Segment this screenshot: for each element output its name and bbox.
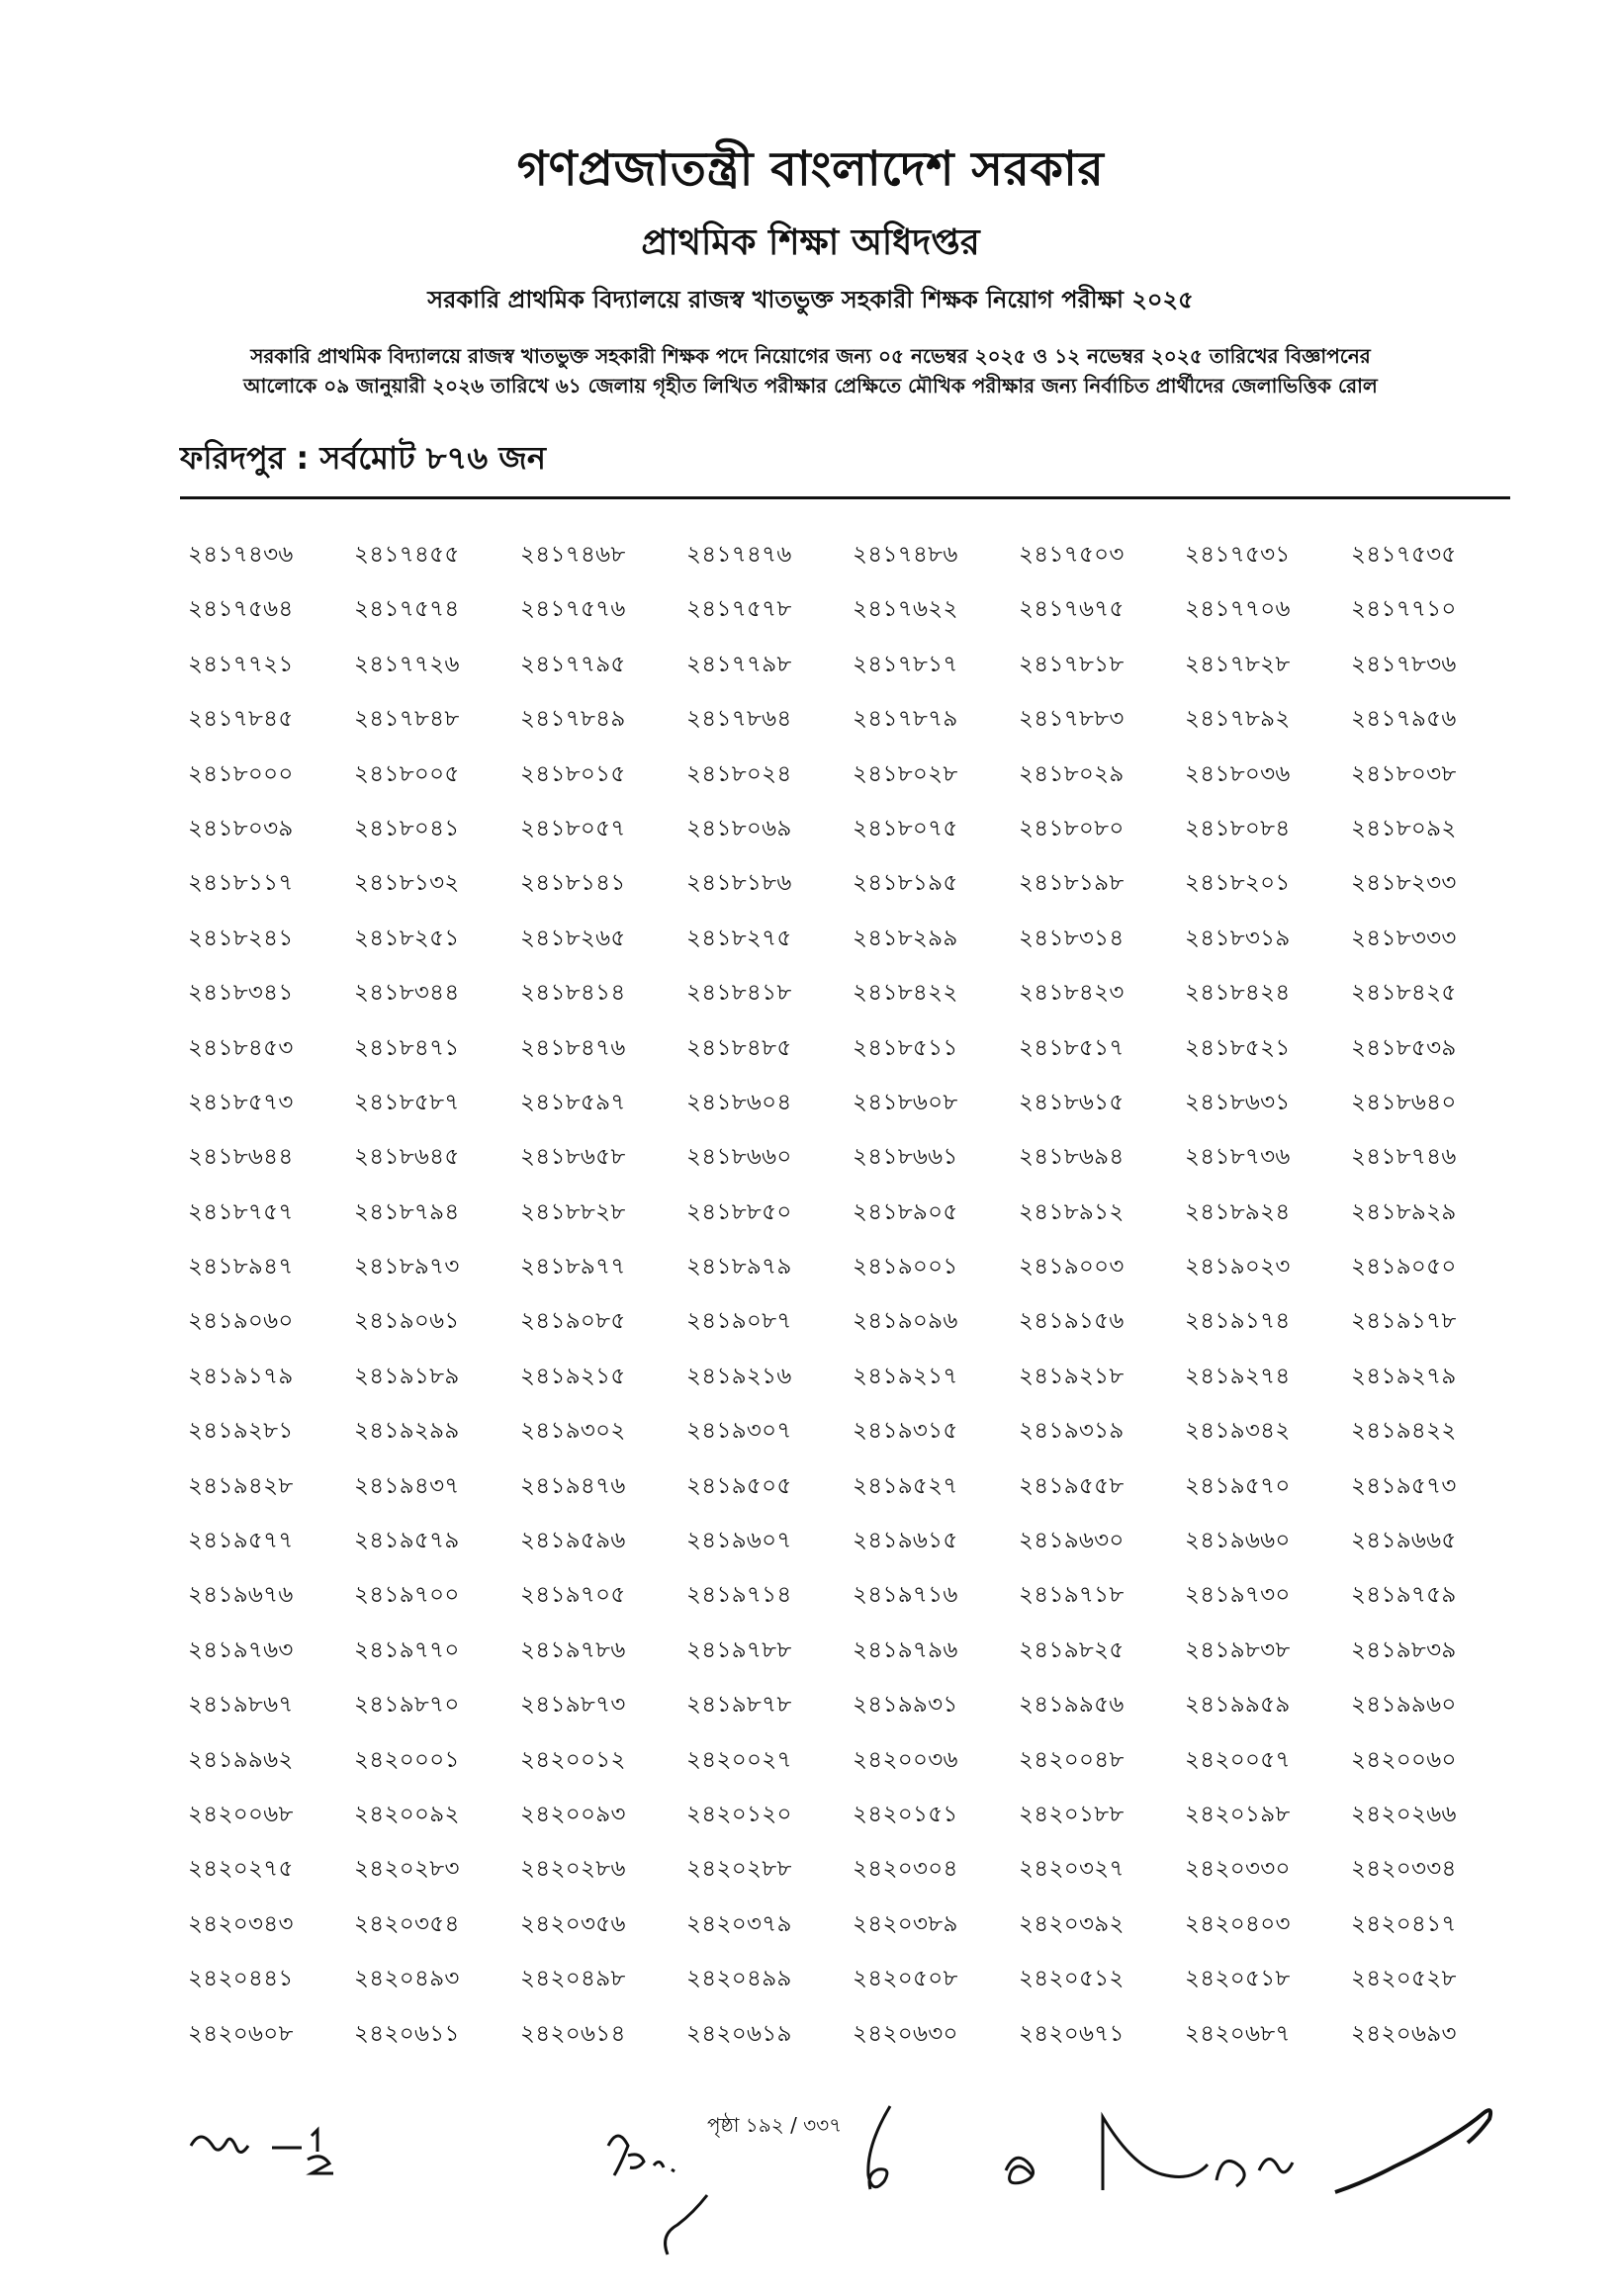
roll-number: ২৪১৮৭৩৬	[1185, 1144, 1291, 1171]
roll-number: ২৪১৯৫৫৮	[1019, 1472, 1125, 1499]
roll-number: ২৪১৯০৬১	[354, 1308, 460, 1335]
roll-number: ২৪২০৩৪৩	[188, 1910, 294, 1937]
roll-number: ২৪১৮৫১৭	[1019, 1034, 1125, 1061]
roll-number: ২৪১৭৭২১	[188, 651, 294, 677]
roll-number: ২৪২০৬১৪	[520, 2020, 626, 2047]
roll-number: ২৪১৯৯৬২	[188, 1746, 294, 1773]
roll-number: ২৪২০১২০	[686, 1801, 792, 1827]
roll-number: ২৪১৯৩১৯	[1019, 1418, 1125, 1445]
roll-number: ২৪১৮৭৪৬	[1351, 1144, 1457, 1171]
roll-number: ২৪১৭৮৯২	[1185, 706, 1291, 733]
roll-number: ২৪১৮২৫১	[354, 925, 460, 951]
roll-number: ২৪১৯৫৭০	[1185, 1472, 1291, 1499]
roll-number: ২৪২০৬১১	[354, 2020, 460, 2047]
roll-number: ২৪১৯৩০২	[520, 1418, 626, 1445]
roll-number: ২৪১৭৮২৮	[1185, 651, 1291, 677]
roll-number: ২৪১৭৭৯৫	[520, 651, 626, 677]
roll-number: ২৪১৮৯২৯	[1351, 1198, 1457, 1225]
roll-number: ২৪২০০৬৮	[188, 1801, 294, 1827]
roll-number: ২৪১৮১৯৮	[1019, 870, 1125, 897]
roll-number: ২৪১৮২০১	[1185, 870, 1291, 897]
roll-number: ২৪১৯৬৬৫	[1351, 1528, 1457, 1554]
roll-number: ২৪১৮৪৭৬	[520, 1034, 626, 1061]
roll-number: ২৪১৯৭০৫	[520, 1582, 626, 1609]
roll-number: ২৪১৮২৬৫	[520, 925, 626, 951]
roll-number: ২৪১৯৮৩৯	[1351, 1636, 1457, 1663]
roll-number: ২৪১৮৫৭৩	[188, 1089, 294, 1115]
roll-number: ২৪১৮৬০৪	[686, 1089, 792, 1115]
notice-line-2: আলোকে ০৯ জানুয়ারী ২০২৬ তারিখে ৬১ জেলায় গৃহীত লিখিত পরীক্ষার প্রেক্ষিতে মৌখিক পরীক্ষার জন্য নির্বাচিত প্রার্থীদের জেলাভিত্তিক রোল	[243, 374, 1378, 397]
roll-number: ২৪১৯৯৫৯	[1185, 1692, 1291, 1719]
roll-number: ২৪১৭৭২৬	[354, 651, 460, 677]
roll-number: ২৪১৯৪২২	[1351, 1418, 1457, 1445]
roll-number: ২৪১৮৫৯৭	[520, 1089, 626, 1115]
roll-number: ২৪১৮২৯৯	[853, 925, 958, 951]
signature-4	[994, 2101, 1528, 2210]
roll-number: ২৪১৯৭১৪	[686, 1582, 792, 1609]
roll-number: ২৪১৯৬১৫	[853, 1528, 958, 1554]
roll-number: ২৪২০৩৫৬	[520, 1910, 626, 1937]
roll-number: ২৪১৯২৭৯	[1351, 1363, 1457, 1389]
roll-number: ২৪১৯৮২৫	[1019, 1636, 1125, 1663]
roll-number: ২৪২০০৪৮	[1019, 1746, 1125, 1773]
roll-number: ২৪১৮৭৯৪	[354, 1198, 460, 1225]
roll-number: ২৪২০১৯৮	[1185, 1801, 1291, 1827]
roll-number: ২৪১৯৯৩১	[853, 1692, 958, 1719]
roll-number: ২৪১৯২৮১	[188, 1418, 294, 1445]
roll-number: ২৪১৯৭৯৬	[853, 1636, 958, 1663]
roll-number: ২৪১৯৬৬০	[1185, 1528, 1291, 1554]
roll-number: ২৪১৯০০১	[853, 1254, 958, 1280]
roll-number: ২৪১৯০৫০	[1351, 1254, 1457, 1280]
roll-number: ২৪১৭৪৩৬	[188, 542, 294, 568]
roll-number: ২৪১৯৩৪২	[1185, 1418, 1291, 1445]
roll-number: ২৪১৮১৮৬	[686, 870, 792, 897]
page-number: পৃষ্ঠা ১৯২ / ৩৩৭	[707, 2113, 843, 2137]
roll-number: ২৪১৯২১৭	[853, 1363, 958, 1389]
roll-number: ২৪১৭৫৭৪	[354, 596, 460, 623]
roll-number: ২৪১৯৭১৮	[1019, 1582, 1125, 1609]
roll-number: ২৪১৮৯৭৯	[686, 1254, 792, 1280]
roll-number: ২৪১৯৩০৭	[686, 1418, 792, 1445]
roll-number: ২৪২০৩৫৪	[354, 1910, 460, 1937]
roll-number: ২৪২০৩৭৯	[686, 1910, 792, 1937]
roll-number: ২৪১৮৪২৩	[1019, 980, 1125, 1007]
roll-number: ২৪১৮৯০৫	[853, 1198, 958, 1225]
roll-number: ২৪২০৪৪১	[188, 1966, 294, 1992]
roll-number: ২৪১৮৬৯৪	[1019, 1144, 1125, 1171]
roll-number: ২৪১৭৫৩৫	[1351, 542, 1457, 568]
roll-number: ২৪১৭৮১৭	[853, 651, 958, 677]
roll-number: ২৪১৮০০৫	[354, 760, 460, 787]
roll-number-grid	[188, 534, 1513, 2068]
roll-number: ২৪১৭৮৮৩	[1019, 706, 1125, 733]
roll-number: ২৪২০১৮৮	[1019, 1801, 1125, 1827]
roll-number: ২৪১৮৭৫৭	[188, 1198, 294, 1225]
roll-number: ২৪১৯৮৭৩	[520, 1692, 626, 1719]
roll-number: ২৪১৯০২৩	[1185, 1254, 1291, 1280]
roll-number: ২৪২০৬৩০	[853, 2020, 958, 2047]
roll-number: ২৪১৮৫৩৯	[1351, 1034, 1457, 1061]
roll-number: ২৪২০২৭৫	[188, 1856, 294, 1883]
roll-number: ২৪১৯৫৯৬	[520, 1528, 626, 1554]
roll-number: ২৪১৭৪৬৮	[520, 542, 626, 568]
roll-number: ২৪২০২৮৩	[354, 1856, 460, 1883]
roll-number: ২৪১৯২১৬	[686, 1363, 792, 1389]
roll-number: ২৪১৭৬২২	[853, 596, 958, 623]
roll-number: ২৪২০৫২৮	[1351, 1966, 1457, 1992]
roll-number: ২৪১৭৮৪৮	[354, 706, 460, 733]
roll-number: ২৪১৯৮৬৭	[188, 1692, 294, 1719]
roll-number: ২৪২০৬১৯	[686, 2020, 792, 2047]
roll-number: ২৪১৯০৯৬	[853, 1308, 958, 1335]
roll-number: ২৪১৮৫২১	[1185, 1034, 1291, 1061]
roll-number: ২৪২০৫১২	[1019, 1966, 1125, 1992]
roll-number: ২৪১৯৫৭৩	[1351, 1472, 1457, 1499]
roll-number: ২৪২০৪০৩	[1185, 1910, 1291, 1937]
roll-number: ২৪২০৬৯৩	[1351, 2020, 1457, 2047]
roll-number: ২৪১৮৪২৪	[1185, 980, 1291, 1007]
roll-number: ২৪১৭৮৭৯	[853, 706, 958, 733]
roll-number: ২৪১৯১৮৯	[354, 1363, 460, 1389]
roll-number: ২৪১৭৭০৬	[1185, 596, 1291, 623]
roll-number: ২৪১৮৬৪৫	[354, 1144, 460, 1171]
roll-number: ২৪২০৪৯৩	[354, 1966, 460, 1992]
roll-number: ২৪১৮৩৪১	[188, 980, 294, 1007]
roll-number: ২৪২০৩৮৯	[853, 1910, 958, 1937]
roll-number: ২৪১৯৭৫৯	[1351, 1582, 1457, 1609]
roll-number: ২৪২০১৫১	[853, 1801, 958, 1827]
roll-number: ২৪১৮৩৩৩	[1351, 925, 1457, 951]
roll-number: ২৪১৯১৫৬	[1019, 1308, 1125, 1335]
roll-number: ২৪১৮১৩২	[354, 870, 460, 897]
roll-number: ২৪১৮০৬৯	[686, 815, 792, 841]
roll-number: ২৪১৯৭১৬	[853, 1582, 958, 1609]
roll-number: ২৪১৯২৯৯	[354, 1418, 460, 1445]
roll-number: ২৪১৮৯৭৭	[520, 1254, 626, 1280]
roll-number: ২৪১৯৭৬৩	[188, 1636, 294, 1663]
roll-number: ২৪১৯২১৫	[520, 1363, 626, 1389]
roll-number: ২৪১৮৯২৪	[1185, 1198, 1291, 1225]
roll-number: ২৪১৯৭০০	[354, 1582, 460, 1609]
roll-number: ২৪১৮৪১৪	[520, 980, 626, 1007]
district-heading: ফরিদপুর : সর্বমোট ৮৭৬ জন	[180, 439, 547, 477]
roll-number: ২৪২০৩০৪	[853, 1856, 958, 1883]
roll-number: ২৪১৮০০০	[188, 760, 294, 787]
notice-line-1: সরকারি প্রাথমিক বিদ্যালয়ে রাজস্ব খাতভুক্ত সহকারী শিক্ষক পদে নিয়োগের জন্য ০৫ নভেম্বর ২০২৫ ও ১২ নভেম্বর ২০২৫ তারিখের বিজ্ঞাপনের	[250, 344, 1371, 368]
roll-number: ২৪২০৪৯৮	[520, 1966, 626, 1992]
roll-number: ২৪২০৬৮৭	[1185, 2020, 1291, 2047]
roll-number: ২৪১৮০৭৫	[853, 815, 958, 841]
roll-number: ২৪২০২৮৬	[520, 1856, 626, 1883]
roll-number: ২৪২০০৫৭	[1185, 1746, 1291, 1773]
roll-number: ২৪১৯৫২৭	[853, 1472, 958, 1499]
roll-number: ২৪১৯৮৭০	[354, 1692, 460, 1719]
roll-number: ২৪১৭৫৩১	[1185, 542, 1291, 568]
roll-number: ২৪১৯৬০৭	[686, 1528, 792, 1554]
roll-number: ২৪১৮০২৪	[686, 760, 792, 787]
roll-number: ২৪১৭৫৭৬	[520, 596, 626, 623]
roll-number: ২৪১৮০১৫	[520, 760, 626, 787]
roll-number: ২৪১৮৪২৫	[1351, 980, 1457, 1007]
roll-number: ২৪২০৩৯২	[1019, 1910, 1125, 1937]
signature-3	[851, 2101, 910, 2210]
roll-number: ২৪১৯৮৭৮	[686, 1692, 792, 1719]
roll-number: ২৪১৮৬৬০	[686, 1144, 792, 1171]
roll-number: ২৪১৯৩১৫	[853, 1418, 958, 1445]
roll-number: ২৪২০২৮৮	[686, 1856, 792, 1883]
roll-number: ২৪১৮৬৪৪	[188, 1144, 294, 1171]
roll-number: ২৪১৯১৭৯	[188, 1363, 294, 1389]
government-title: গণপ্রজাতন্ত্রী বাংলাদেশ সরকার	[516, 141, 1105, 197]
roll-number: ২৪১৮০৩৯	[188, 815, 294, 841]
roll-number: ২৪১৮৬৫৮	[520, 1144, 626, 1171]
roll-number: ২৪১৯২১৮	[1019, 1363, 1125, 1389]
roll-number: ২৪১৮২৭৫	[686, 925, 792, 951]
roll-number: ২৪১৭৯৫৬	[1351, 706, 1457, 733]
roll-number: ২৪১৮৪৫৩	[188, 1034, 294, 1061]
roll-number: ২৪১৮৬১৫	[1019, 1089, 1125, 1115]
roll-number: ২৪১৮০৩৬	[1185, 760, 1291, 787]
roll-number: ২৪১৯০৬০	[188, 1308, 294, 1335]
roll-number: ২৪১৭৫৭৮	[686, 596, 792, 623]
roll-number: ২৪১৮৬৪০	[1351, 1089, 1457, 1115]
roll-number: ২৪২০৩২৭	[1019, 1856, 1125, 1883]
roll-number: ২৪১৮৩৪৪	[354, 980, 460, 1007]
roll-number: ২৪১৭৭১০	[1351, 596, 1457, 623]
roll-number: ২৪১৮৬৬১	[853, 1144, 958, 1171]
roll-number: ২৪১৯৮৩৮	[1185, 1636, 1291, 1663]
roll-number: ২৪১৮৫৮৭	[354, 1089, 460, 1115]
roll-number: ২৪১৭৮১৮	[1019, 651, 1125, 677]
roll-number: ২৪২০০৯২	[354, 1801, 460, 1827]
roll-number: ২৪১৯৭৮৮	[686, 1636, 792, 1663]
exam-title: সরকারি প্রাথমিক বিদ্যালয়ে রাজস্ব খাতভুক্ত সহকারী শিক্ষক নিয়োগ পরীক্ষা ২০২৫	[427, 286, 1194, 313]
roll-number: ২৪১৭৫৬৪	[188, 596, 294, 623]
roll-number: ২৪১৮১৯৫	[853, 870, 958, 897]
roll-number: ২৪২০০২৭	[686, 1746, 792, 1773]
roll-number: ২৪২০০৩৬	[853, 1746, 958, 1773]
roll-number: ২৪২০০১২	[520, 1746, 626, 1773]
roll-number: ২৪১৯৫৭৯	[354, 1528, 460, 1554]
roll-number: ২৪১৯৫৭৭	[188, 1528, 294, 1554]
roll-number: ২৪১৮৩১৪	[1019, 925, 1125, 951]
roll-number: ২৪২০৫১৮	[1185, 1966, 1291, 1992]
roll-number: ২৪১৮১৪১	[520, 870, 626, 897]
roll-number: ২৪১৯০৮৫	[520, 1308, 626, 1335]
roll-number: ২৪১৯৪৭৬	[520, 1472, 626, 1499]
roll-number: ২৪১৮৮২৮	[520, 1198, 626, 1225]
roll-number: ২৪২০২৬৬	[1351, 1801, 1457, 1827]
roll-number: ২৪২০৬৭১	[1019, 2020, 1125, 2047]
roll-number: ২৪১৮৩১৯	[1185, 925, 1291, 951]
roll-number: ২৪১৯৬৭৬	[188, 1582, 294, 1609]
roll-number: ২৪১৯৭৮৬	[520, 1636, 626, 1663]
notice-text	[148, 341, 1473, 400]
roll-number: ২৪১৯১৭৪	[1185, 1308, 1291, 1335]
roll-number: ২৪১৮০৯২	[1351, 815, 1457, 841]
roll-number: ২৪১৮৯৭৩	[354, 1254, 460, 1280]
roll-number: ২৪১৮৮৫০	[686, 1198, 792, 1225]
roll-number: ২৪১৯৭৩০	[1185, 1582, 1291, 1609]
roll-number: ২৪১৮২৪১	[188, 925, 294, 951]
roll-number: ২৪২০৪১৭	[1351, 1910, 1457, 1937]
roll-number: ২৪১৮৯১২	[1019, 1198, 1125, 1225]
signature-1	[183, 2116, 351, 2185]
roll-number: ২৪১৯৪৩৭	[354, 1472, 460, 1499]
roll-number: ২৪১৮৬০৮	[853, 1089, 958, 1115]
roll-number: ২৪১৮২৩৩	[1351, 870, 1457, 897]
heading-divider	[180, 496, 1510, 499]
roll-number: ২৪১৯২৭৪	[1185, 1363, 1291, 1389]
roll-number: ২৪১৮০৫৭	[520, 815, 626, 841]
roll-number: ২৪১৮৯৪৭	[188, 1254, 294, 1280]
roll-number: ২৪১৮০২৯	[1019, 760, 1125, 787]
roll-number: ২৪২০৪৯৯	[686, 1966, 792, 1992]
roll-number: ২৪১৯০০৩	[1019, 1254, 1125, 1280]
roll-number: ২৪১৯৫০৫	[686, 1472, 792, 1499]
department-title: প্রাথমিক শিক্ষা অধিদপ্তর	[641, 222, 980, 263]
roll-number: ২৪১৭৪৮৬	[853, 542, 958, 568]
roll-number: ২৪১৯০৮৭	[686, 1308, 792, 1335]
roll-number: ২৪১৮৬৩১	[1185, 1089, 1291, 1115]
roll-number: ২৪১৮০৪১	[354, 815, 460, 841]
roll-number: ২৪১৮৫১১	[853, 1034, 958, 1061]
roll-number: ২৪২০৫০৮	[853, 1966, 958, 1992]
roll-number: ২৪১৮৪২২	[853, 980, 958, 1007]
roll-number: ২৪১৯৬৩০	[1019, 1528, 1125, 1554]
roll-number: ২৪১৯৪২৮	[188, 1472, 294, 1499]
roll-number: ২৪১৮০৩৮	[1351, 760, 1457, 787]
roll-number: ২৪১৯৯৫৬	[1019, 1692, 1125, 1719]
roll-number: ২৪১৭৪৫৫	[354, 542, 460, 568]
roll-number: ২৪১৭৭৯৮	[686, 651, 792, 677]
roll-number: ২৪১৭৮৬৪	[686, 706, 792, 733]
roll-number: ২৪২০৩৩৪	[1351, 1856, 1457, 1883]
roll-number: ২৪১৭৫০৩	[1019, 542, 1125, 568]
roll-number: ২৪১৯৯৬০	[1351, 1692, 1457, 1719]
roll-number: ২৪১৮০৮০	[1019, 815, 1125, 841]
roll-number: ২৪১৭৬৭৫	[1019, 596, 1125, 623]
roll-number: ২৪১৮১১৭	[188, 870, 294, 897]
roll-number: ২৪১৭৪৭৬	[686, 542, 792, 568]
roll-number: ২৪১৭৮৪৫	[188, 706, 294, 733]
signature-2	[598, 2116, 717, 2264]
roll-number: ২৪১৭৮৪৯	[520, 706, 626, 733]
roll-number: ২৪১৮০২৮	[853, 760, 958, 787]
roll-number: ২৪২০৬০৮	[188, 2020, 294, 2047]
roll-number: ২৪১৮৪৭১	[354, 1034, 460, 1061]
roll-number: ২৪২০০০১	[354, 1746, 460, 1773]
roll-number: ২৪১৮০৮৪	[1185, 815, 1291, 841]
roll-number: ২৪১৯৭৭০	[354, 1636, 460, 1663]
roll-number: ২৪২০০৯৩	[520, 1801, 626, 1827]
roll-number: ২৪১৭৮৩৬	[1351, 651, 1457, 677]
roll-number: ২৪১৯১৭৮	[1351, 1308, 1457, 1335]
roll-number: ২৪১৮৪৮৫	[686, 1034, 792, 1061]
roll-number: ২৪১৮৪১৮	[686, 980, 792, 1007]
roll-number: ২৪২০৩৩০	[1185, 1856, 1291, 1883]
roll-number: ২৪২০০৬০	[1351, 1746, 1457, 1773]
